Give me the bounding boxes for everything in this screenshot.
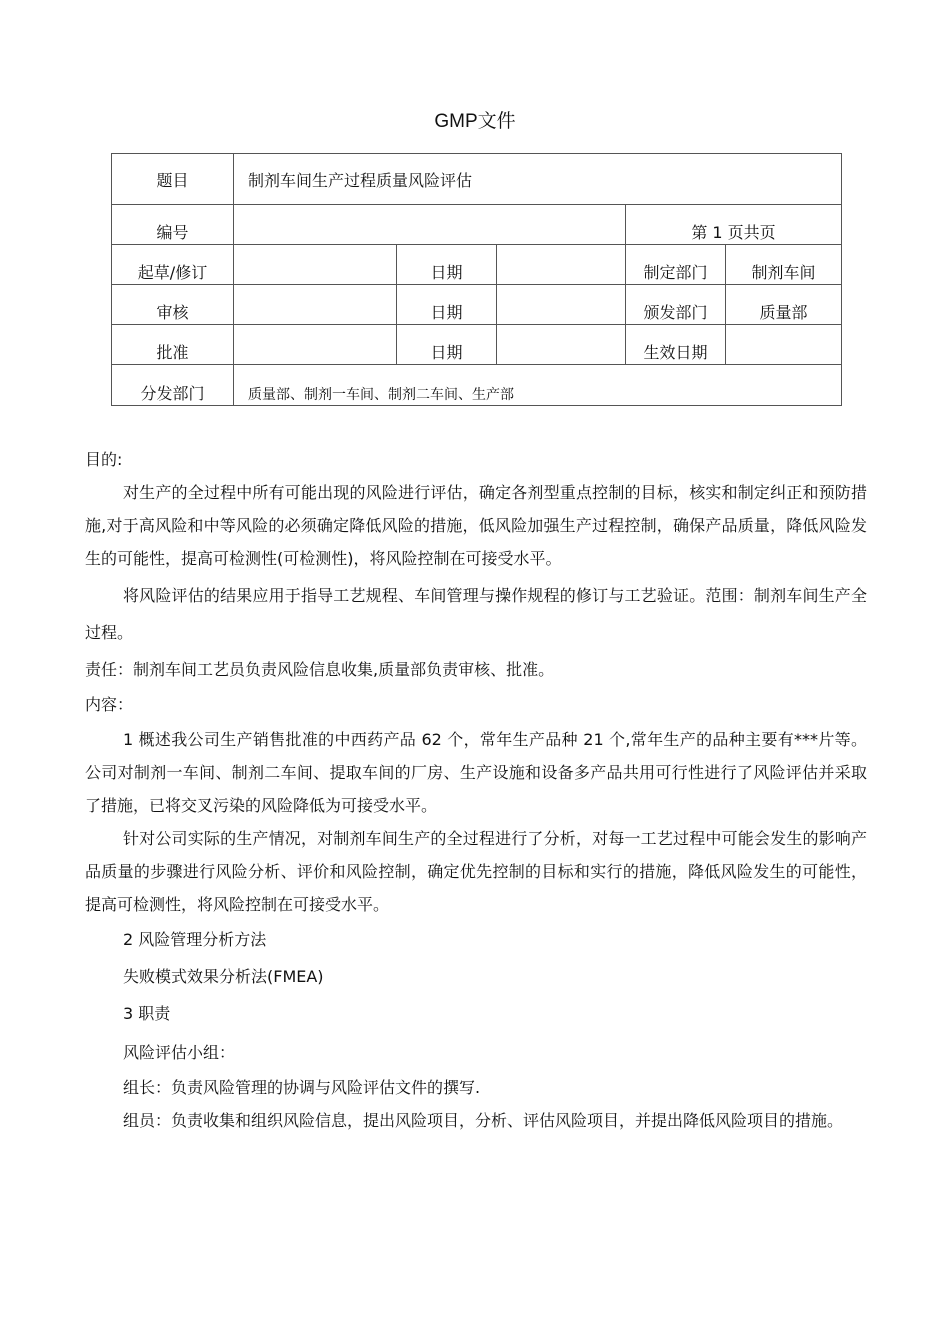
page-count: 第 1 页共页 [626,205,842,245]
purpose-heading: 目的: [85,450,123,469]
number-value [234,205,626,245]
team-heading: 风险评估小组： [123,1043,236,1062]
distribution-label: 分发部门 [112,365,234,406]
subject-label: 题目 [112,154,234,205]
approve-label: 批准 [112,325,234,365]
review-date-value [497,285,626,325]
effective-date-value [726,325,842,365]
overview-paragraph: 1 概述我公司生产销售批准的中西药产品 62 个，常年生产品种 21 个,常年生产的品种主要有***片等。公司对制剂一车间、制剂二车间、提取车间的厂房、生产设施和设备多产品共用可行性进行了风险评估并采取了措施，已将交叉污染的风险降低为可接受水平。 [85,730,867,815]
document-header-table [111,153,842,406]
issue-dept-label: 颁发部门 [626,285,726,325]
document-body [85,443,867,1137]
section-3-heading: 3 职责 [123,1004,171,1023]
dept-label: 制定部门 [626,245,726,285]
leader-duty: 组长：负责风险管理的协调与风险评估文件的撰写. [123,1078,481,1097]
review-date-label: 日期 [397,285,497,325]
effective-date-label: 生效日期 [626,325,726,365]
number-label: 编号 [112,205,234,245]
fmea-method: 失败模式效果分析法(FMEA) [123,967,324,986]
document-title: GMP文件 [434,111,516,132]
approve-date-value [497,325,626,365]
approve-value [234,325,397,365]
approve-date-label: 日期 [397,325,497,365]
content-heading: 内容： [85,695,134,714]
member-duty: 组员：负责收集和组织风险信息，提出风险项目，分析、评估风险项目，并提出降低风险项目的措施。 [123,1111,844,1130]
issue-dept-value: 质量部 [726,285,842,325]
distribution-value: 质量部、制剂一车间、制剂二车间、生产部 [234,365,842,406]
section-2-heading: 2 风险管理分析方法 [123,930,267,949]
purpose-paragraph-1: 对生产的全过程中所有可能出现的风险进行评估，确定各剂型重点控制的目标，核实和制定纠正和预防措施,对于高风险和中等风险的必须确定降低风险的措施，低风险加强生产过程控制，确保产品质量，降低风险发生的可能性，提高可检测性(可检测性)，将风险控制在可接受水平。 [85,483,867,568]
analysis-paragraph: 针对公司实际的生产情况，对制剂车间生产的全过程进行了分析，对每一工艺过程中可能会发生的影响产品质量的步骤进行风险分析、评价和风险控制，确定优先控制的目标和实行的措施，降低风险发生的可能性，提高可检测性，将风险控制在可接受水平。 [85,829,867,914]
draft-value [234,245,397,285]
responsibility-text: 责任：制剂车间工艺员负责风险信息收集,质量部负责审核、批准。 [85,660,555,679]
draft-date-value [497,245,626,285]
purpose-paragraph-2: 将风险评估的结果应用于指导工艺规程、车间管理与操作规程的修订与工艺验证。范围：制剂车间生产全过程。 [85,586,867,642]
review-value [234,285,397,325]
subject-value: 制剂车间生产过程质量风险评估 [234,154,842,205]
draft-label: 起草/修订 [112,245,234,285]
dept-value: 制剂车间 [726,245,842,285]
review-label: 审核 [112,285,234,325]
draft-date-label: 日期 [397,245,497,285]
